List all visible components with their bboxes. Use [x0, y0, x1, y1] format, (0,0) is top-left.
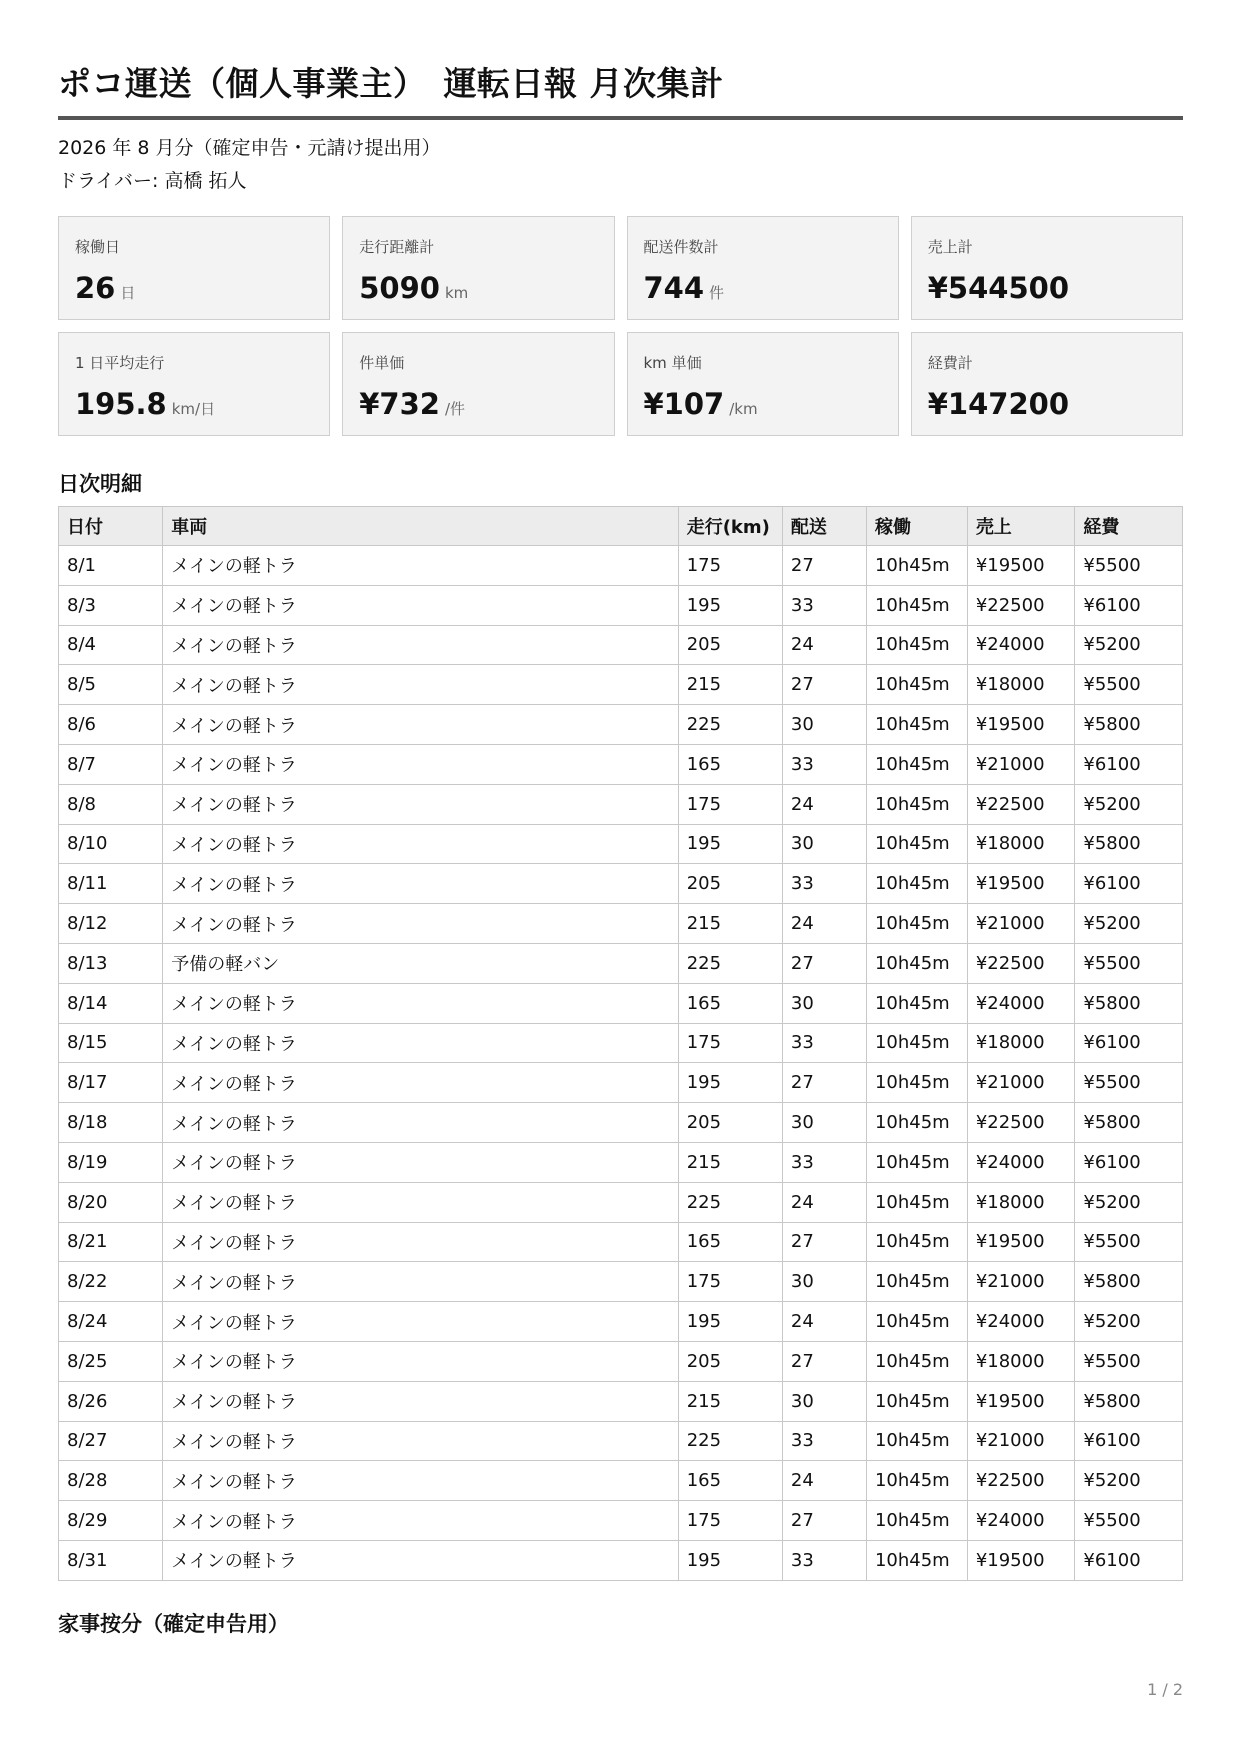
- cell-vehicle: メインの軽トラ: [163, 1501, 678, 1541]
- cell-work-hours: 10h45m: [866, 983, 967, 1023]
- cell-distance: 205: [678, 1103, 782, 1143]
- cell-date: 8/26: [59, 1381, 163, 1421]
- cell-date: 8/11: [59, 864, 163, 904]
- column-header-distance: 走行(km): [678, 507, 782, 546]
- cell-sales: ¥21000: [967, 1262, 1075, 1302]
- cell-work-hours: 10h45m: [866, 1103, 967, 1143]
- cell-work-hours: 10h45m: [866, 943, 967, 983]
- cell-expenses: ¥6100: [1075, 1142, 1183, 1182]
- card-value: ¥147200: [927, 387, 1069, 421]
- cell-work-hours: 10h45m: [866, 1302, 967, 1342]
- cell-sales: ¥22500: [967, 1461, 1075, 1501]
- cell-date: 8/13: [59, 943, 163, 983]
- table-row: [59, 1063, 1183, 1103]
- cell-sales: ¥18000: [967, 1182, 1075, 1222]
- cell-vehicle: メインの軽トラ: [163, 665, 678, 705]
- table-row: [59, 983, 1183, 1023]
- cell-expenses: ¥5200: [1075, 904, 1183, 944]
- cell-deliveries: 27: [782, 665, 866, 705]
- cell-distance: 205: [678, 625, 782, 665]
- table-row: [59, 824, 1183, 864]
- table-row: [59, 1222, 1183, 1262]
- card-value: ¥544500: [927, 271, 1069, 305]
- cell-work-hours: 10h45m: [866, 546, 967, 586]
- cell-date: 8/1: [59, 546, 163, 586]
- column-header-expenses: 経費: [1075, 507, 1183, 546]
- cell-work-hours: 10h45m: [866, 1063, 967, 1103]
- cell-expenses: ¥5800: [1075, 1103, 1183, 1143]
- cell-distance: 195: [678, 1302, 782, 1342]
- cell-sales: ¥18000: [967, 1341, 1075, 1381]
- cell-vehicle: メインの軽トラ: [163, 1142, 678, 1182]
- cell-date: 8/8: [59, 784, 163, 824]
- summary-card-price-per-km: [627, 332, 899, 436]
- cell-date: 8/24: [59, 1302, 163, 1342]
- cell-expenses: ¥6100: [1075, 1421, 1183, 1461]
- cell-expenses: ¥5200: [1075, 1461, 1183, 1501]
- report-meta: [58, 132, 1183, 198]
- cell-deliveries: 24: [782, 904, 866, 944]
- cell-work-hours: 10h45m: [866, 1142, 967, 1182]
- cell-sales: ¥19500: [967, 546, 1075, 586]
- table-row: [59, 1302, 1183, 1342]
- cell-date: 8/10: [59, 824, 163, 864]
- cell-sales: ¥22500: [967, 943, 1075, 983]
- card-unit: km: [444, 284, 469, 302]
- cell-date: 8/5: [59, 665, 163, 705]
- column-header-sales: 売上: [967, 507, 1075, 546]
- summary-card-total-distance: [342, 216, 614, 320]
- cell-sales: ¥24000: [967, 1142, 1075, 1182]
- cell-deliveries: 27: [782, 1501, 866, 1541]
- cell-deliveries: 27: [782, 1222, 866, 1262]
- cell-distance: 195: [678, 1540, 782, 1580]
- cell-distance: 225: [678, 705, 782, 745]
- daily-section-title: 日次明細: [58, 472, 142, 496]
- cell-deliveries: 30: [782, 705, 866, 745]
- cell-deliveries: 24: [782, 1461, 866, 1501]
- table-row: [59, 625, 1183, 665]
- cell-deliveries: 30: [782, 983, 866, 1023]
- table-row: [59, 705, 1183, 745]
- cell-deliveries: 30: [782, 1381, 866, 1421]
- cell-distance: 205: [678, 864, 782, 904]
- summary-card-price-per-delivery: [342, 332, 614, 436]
- cell-distance: 205: [678, 1341, 782, 1381]
- cell-work-hours: 10h45m: [866, 824, 967, 864]
- cell-vehicle: メインの軽トラ: [163, 784, 678, 824]
- summary-card-working-days: [58, 216, 330, 320]
- cell-date: 8/19: [59, 1142, 163, 1182]
- card-unit: 日: [120, 284, 136, 302]
- cell-sales: ¥24000: [967, 1501, 1075, 1541]
- card-label: 1 日平均走行: [75, 354, 165, 372]
- cell-sales: ¥22500: [967, 784, 1075, 824]
- cell-date: 8/12: [59, 904, 163, 944]
- cell-date: 8/31: [59, 1540, 163, 1580]
- cell-expenses: ¥5500: [1075, 1341, 1183, 1381]
- cell-sales: ¥19500: [967, 1540, 1075, 1580]
- cell-deliveries: 27: [782, 1341, 866, 1381]
- cell-work-hours: 10h45m: [866, 705, 967, 745]
- cell-sales: ¥24000: [967, 625, 1075, 665]
- card-label: 売上計: [927, 238, 973, 256]
- cell-date: 8/6: [59, 705, 163, 745]
- cell-work-hours: 10h45m: [866, 625, 967, 665]
- cell-vehicle: メインの軽トラ: [163, 1381, 678, 1421]
- cell-sales: ¥18000: [967, 1023, 1075, 1063]
- cell-vehicle: 予備の軽バン: [163, 943, 678, 983]
- cell-sales: ¥22500: [967, 585, 1075, 625]
- cell-deliveries: 27: [782, 546, 866, 586]
- summary-cards: [58, 216, 1183, 436]
- cell-expenses: ¥5200: [1075, 625, 1183, 665]
- cell-vehicle: メインの軽トラ: [163, 824, 678, 864]
- cell-expenses: ¥6100: [1075, 1540, 1183, 1580]
- summary-card-total-expenses: [911, 332, 1183, 436]
- card-unit: km/日: [171, 400, 216, 418]
- cell-vehicle: メインの軽トラ: [163, 1262, 678, 1302]
- cell-sales: ¥19500: [967, 1381, 1075, 1421]
- summary-card-total-deliveries: [627, 216, 899, 320]
- cell-distance: 225: [678, 1182, 782, 1222]
- column-header-work-hours: 稼働: [866, 507, 967, 546]
- card-label: 走行距離計: [359, 238, 435, 256]
- cell-sales: ¥19500: [967, 705, 1075, 745]
- cell-distance: 165: [678, 1461, 782, 1501]
- cell-vehicle: メインの軽トラ: [163, 1341, 678, 1381]
- cell-sales: ¥24000: [967, 983, 1075, 1023]
- cell-date: 8/18: [59, 1103, 163, 1143]
- table-row: [59, 1103, 1183, 1143]
- table-row: [59, 1023, 1183, 1063]
- cell-sales: ¥19500: [967, 1222, 1075, 1262]
- title-divider: [58, 116, 1183, 120]
- cell-sales: ¥24000: [967, 1302, 1075, 1342]
- cell-work-hours: 10h45m: [866, 1341, 967, 1381]
- card-value: 744: [643, 271, 705, 305]
- table-row: [59, 784, 1183, 824]
- cell-deliveries: 30: [782, 824, 866, 864]
- cell-distance: 215: [678, 1142, 782, 1182]
- card-value: ¥107: [643, 387, 725, 421]
- cell-deliveries: 27: [782, 943, 866, 983]
- cell-work-hours: 10h45m: [866, 1540, 967, 1580]
- cell-sales: ¥18000: [967, 824, 1075, 864]
- table-row: [59, 864, 1183, 904]
- cell-distance: 225: [678, 1421, 782, 1461]
- page-title: ポコ運送（個人事業主） 運転日報 月次集計: [58, 64, 724, 103]
- cell-work-hours: 10h45m: [866, 904, 967, 944]
- cell-work-hours: 10h45m: [866, 585, 967, 625]
- table-row: [59, 546, 1183, 586]
- cell-expenses: ¥5500: [1075, 943, 1183, 983]
- table-row: [59, 744, 1183, 784]
- cell-expenses: ¥5500: [1075, 1063, 1183, 1103]
- cell-vehicle: メインの軽トラ: [163, 1063, 678, 1103]
- cell-work-hours: 10h45m: [866, 665, 967, 705]
- cell-deliveries: 30: [782, 1103, 866, 1143]
- cell-distance: 175: [678, 1501, 782, 1541]
- cell-expenses: ¥6100: [1075, 864, 1183, 904]
- cell-sales: ¥21000: [967, 1063, 1075, 1103]
- cell-work-hours: 10h45m: [866, 1421, 967, 1461]
- card-value: 195.8: [75, 387, 167, 421]
- cell-vehicle: メインの軽トラ: [163, 1222, 678, 1262]
- cell-deliveries: 24: [782, 1182, 866, 1222]
- cell-date: 8/14: [59, 983, 163, 1023]
- cell-date: 8/3: [59, 585, 163, 625]
- table-row: [59, 585, 1183, 625]
- cell-work-hours: 10h45m: [866, 1262, 967, 1302]
- cell-date: 8/20: [59, 1182, 163, 1222]
- table-row: [59, 1421, 1183, 1461]
- cell-date: 8/7: [59, 744, 163, 784]
- summary-card-avg-daily-distance: [58, 332, 330, 436]
- cell-work-hours: 10h45m: [866, 744, 967, 784]
- daily-detail-table: [58, 506, 1183, 1581]
- cell-vehicle: メインの軽トラ: [163, 864, 678, 904]
- cell-distance: 165: [678, 1222, 782, 1262]
- cell-date: 8/28: [59, 1461, 163, 1501]
- card-label: 経費計: [927, 354, 973, 372]
- cell-deliveries: 33: [782, 744, 866, 784]
- cell-distance: 175: [678, 1262, 782, 1302]
- table-row: [59, 1182, 1183, 1222]
- cell-sales: ¥22500: [967, 1103, 1075, 1143]
- cell-expenses: ¥5800: [1075, 983, 1183, 1023]
- cell-expenses: ¥5500: [1075, 546, 1183, 586]
- cell-distance: 225: [678, 943, 782, 983]
- table-row: [59, 943, 1183, 983]
- cell-expenses: ¥5800: [1075, 1381, 1183, 1421]
- cell-expenses: ¥6100: [1075, 744, 1183, 784]
- card-unit: 件: [709, 284, 725, 302]
- table-row: [59, 1341, 1183, 1381]
- table-row: [59, 1142, 1183, 1182]
- cell-vehicle: メインの軽トラ: [163, 625, 678, 665]
- cell-distance: 165: [678, 744, 782, 784]
- cell-vehicle: メインの軽トラ: [163, 904, 678, 944]
- cell-distance: 215: [678, 665, 782, 705]
- column-header-vehicle: 車両: [163, 507, 678, 546]
- cell-deliveries: 33: [782, 1142, 866, 1182]
- cell-vehicle: メインの軽トラ: [163, 1540, 678, 1580]
- table-row: [59, 1262, 1183, 1302]
- cell-expenses: ¥5500: [1075, 1501, 1183, 1541]
- cell-deliveries: 33: [782, 1540, 866, 1580]
- cell-work-hours: 10h45m: [866, 1023, 967, 1063]
- cell-expenses: ¥6100: [1075, 585, 1183, 625]
- card-label: 配送件数計: [643, 238, 719, 256]
- page-number: 1 / 2: [1147, 1680, 1183, 1699]
- cell-expenses: ¥5200: [1075, 784, 1183, 824]
- table-row: [59, 1501, 1183, 1541]
- cell-date: 8/22: [59, 1262, 163, 1302]
- cell-distance: 195: [678, 824, 782, 864]
- card-unit: /件: [444, 400, 466, 418]
- card-label: 稼働日: [75, 238, 121, 256]
- cell-expenses: ¥5500: [1075, 1222, 1183, 1262]
- cell-vehicle: メインの軽トラ: [163, 1103, 678, 1143]
- cell-work-hours: 10h45m: [866, 1501, 967, 1541]
- cell-deliveries: 33: [782, 585, 866, 625]
- card-label: 件単価: [359, 354, 405, 372]
- cell-deliveries: 30: [782, 1262, 866, 1302]
- header-row: [59, 507, 1183, 546]
- driver-name: ドライバー: 高橋 拓人: [58, 170, 247, 192]
- table-body: [59, 546, 1183, 1581]
- cell-vehicle: メインの軽トラ: [163, 1182, 678, 1222]
- cell-deliveries: 24: [782, 625, 866, 665]
- cell-deliveries: 27: [782, 1063, 866, 1103]
- summary-card-total-sales: [911, 216, 1183, 320]
- cell-vehicle: メインの軽トラ: [163, 1023, 678, 1063]
- report-period: 2026 年 8 月分（確定申告・元請け提出用）: [58, 137, 441, 159]
- table-header: [59, 507, 1183, 546]
- table-row: [59, 1381, 1183, 1421]
- table-row: [59, 1540, 1183, 1580]
- cell-distance: 195: [678, 1063, 782, 1103]
- column-header-date: 日付: [59, 507, 163, 546]
- cell-vehicle: メインの軽トラ: [163, 1461, 678, 1501]
- cell-date: 8/25: [59, 1341, 163, 1381]
- table-row: [59, 665, 1183, 705]
- cell-date: 8/29: [59, 1501, 163, 1541]
- cell-work-hours: 10h45m: [866, 1461, 967, 1501]
- cell-date: 8/15: [59, 1023, 163, 1063]
- card-value: ¥732: [359, 387, 440, 421]
- cell-vehicle: メインの軽トラ: [163, 744, 678, 784]
- cell-date: 8/17: [59, 1063, 163, 1103]
- card-unit: /km: [729, 400, 758, 418]
- cell-sales: ¥21000: [967, 904, 1075, 944]
- cell-expenses: ¥6100: [1075, 1023, 1183, 1063]
- cell-distance: 215: [678, 904, 782, 944]
- cell-expenses: ¥5800: [1075, 824, 1183, 864]
- cell-expenses: ¥5800: [1075, 1262, 1183, 1302]
- cell-work-hours: 10h45m: [866, 864, 967, 904]
- cell-distance: 195: [678, 585, 782, 625]
- cell-work-hours: 10h45m: [866, 1381, 967, 1421]
- cell-vehicle: メインの軽トラ: [163, 983, 678, 1023]
- cell-deliveries: 24: [782, 1302, 866, 1342]
- cell-deliveries: 33: [782, 1421, 866, 1461]
- cell-work-hours: 10h45m: [866, 1222, 967, 1262]
- cell-deliveries: 33: [782, 864, 866, 904]
- table-row: [59, 1461, 1183, 1501]
- cell-sales: ¥19500: [967, 864, 1075, 904]
- cell-sales: ¥21000: [967, 1421, 1075, 1461]
- cell-vehicle: メインの軽トラ: [163, 585, 678, 625]
- column-header-deliveries: 配送: [782, 507, 866, 546]
- cell-distance: 175: [678, 1023, 782, 1063]
- card-value: 5090: [359, 271, 440, 305]
- cell-sales: ¥21000: [967, 744, 1075, 784]
- card-value: 26: [75, 271, 116, 305]
- card-label: km 単価: [643, 354, 702, 372]
- cell-date: 8/21: [59, 1222, 163, 1262]
- cell-date: 8/27: [59, 1421, 163, 1461]
- cell-expenses: ¥5500: [1075, 665, 1183, 705]
- cell-vehicle: メインの軽トラ: [163, 1302, 678, 1342]
- table-row: [59, 904, 1183, 944]
- cell-distance: 215: [678, 1381, 782, 1421]
- cell-work-hours: 10h45m: [866, 784, 967, 824]
- cell-work-hours: 10h45m: [866, 1182, 967, 1222]
- cell-vehicle: メインの軽トラ: [163, 546, 678, 586]
- cell-vehicle: メインの軽トラ: [163, 705, 678, 745]
- cell-vehicle: メインの軽トラ: [163, 1421, 678, 1461]
- cell-expenses: ¥5200: [1075, 1182, 1183, 1222]
- cell-deliveries: 33: [782, 1023, 866, 1063]
- cell-expenses: ¥5200: [1075, 1302, 1183, 1342]
- cell-date: 8/4: [59, 625, 163, 665]
- cell-distance: 175: [678, 784, 782, 824]
- cell-expenses: ¥5800: [1075, 705, 1183, 745]
- cell-sales: ¥18000: [967, 665, 1075, 705]
- cell-distance: 175: [678, 546, 782, 586]
- cell-distance: 165: [678, 983, 782, 1023]
- cell-deliveries: 24: [782, 784, 866, 824]
- apportion-section-title: 家事按分（確定申告用）: [58, 1611, 289, 1636]
